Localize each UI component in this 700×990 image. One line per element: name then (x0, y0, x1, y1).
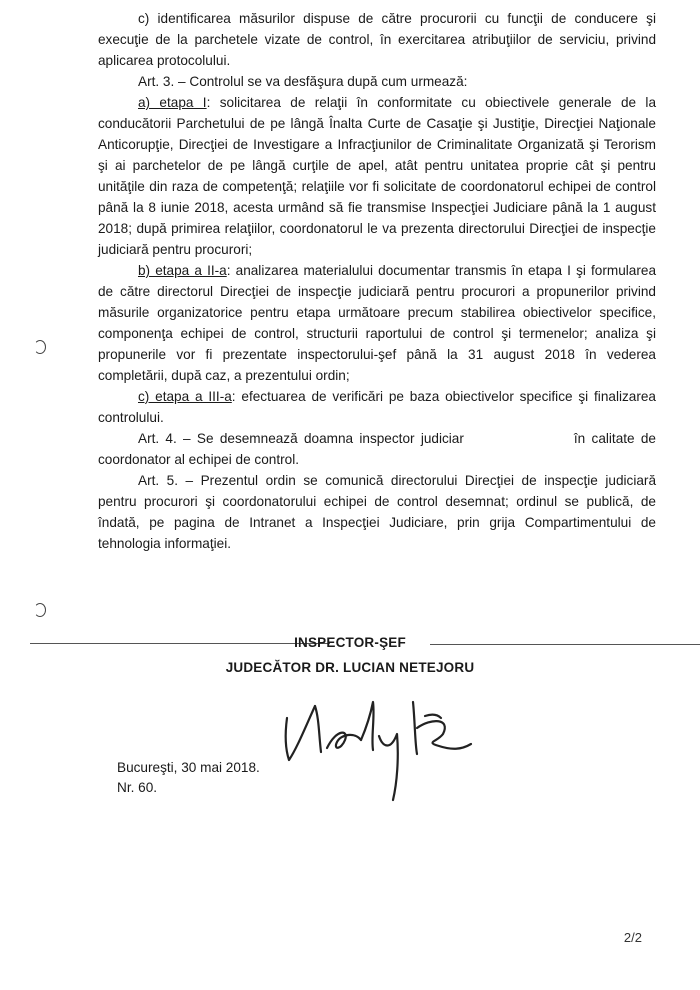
stage-3-label: c) etapa a III-a (138, 389, 232, 404)
paragraph-art-3: Art. 3. – Controlul se va desfăşura după cum urmează: (138, 74, 468, 89)
paragraph-stage-1 (98, 92, 656, 260)
paragraph-art-5: Art. 5. – Prezentul ordin se comunică directorului Direcţiei de inspecţie judiciară pentru procurori şi coordonatorului echipei de control desemnat; ordinul se publică, de îndată, pe pagina de Intranet a Inspecţiei Judiciare, prin grija Compartimentului de tehnologia informaţiei. (98, 473, 656, 551)
place-and-date: Bucureşti, 30 mai 2018. (117, 760, 260, 775)
paragraph-stage-3 (98, 386, 656, 428)
paragraph-stage-2 (98, 260, 656, 386)
stage-2-text: : analizarea materialului documentar transmis în etapa I şi formularea de către directorul Direcţiei de inspecţie judiciară pentru procurori a propunerilor privind măsurile organizatorice pentru etapa următoare precum stabilirea obiectivelor specifice, componenţa echipei de control, structurii raportului de control şi termenelor; analiza şi propunerile vor fi prezentate inspectorului-şef până la 31 august 2018 în vederea completării, după caz, a prezentului ordin; (98, 263, 657, 383)
punch-hole-mark (34, 603, 46, 617)
signatory-role: INSPECTOR-ŞEF (294, 635, 406, 650)
stage-3-text: : efectuarea de verificări pe baza obiectivelor specifice şi finalizarea controlului. (98, 389, 656, 425)
paragraph-objective-c: c) identificarea măsurilor dispuse de către procurorii cu funcţii de conducere şi execuţie de la parchetele vizate de control, în exercitarea atribuţiilor de serviciu, privind aplicarea protocolului. (98, 11, 656, 68)
art-4-text-b: în calitate de coordonator al echipei de control. (98, 431, 656, 467)
page-number: 2/2 (623, 930, 642, 945)
art-4-text-a: Art. 4. – Se desemnează doamna inspector judiciar (138, 431, 464, 446)
document-body (98, 8, 656, 554)
stage-1-text: : solicitarea de relaţii în conformitate cu obiectivele generale de la conducătorii Parchetului de pe lângă Înalta Curte de Casaţie şi Justiţie, Direcţiei Naţionale Anticorupţie, Direcţiei de Investigare a Infracţiunilor de Criminalitate Organizată şi Terorism şi ai parchetelor de pe lângă curţile de apel, atât pentru unitatea proprie cât şi pentru unităţile din raza de competenţă; relaţiile vor fi solicitate de coordonatorul echipei de control până la 8 iunie 2018, acesta urmând să fie transmise Inspecţiei Judiciare până la 1 august 2018; după primirea relaţiilor, coordonatorul le va prezenta directorului Direcţiei de inspecţie judiciară pentru procurori; (98, 95, 657, 257)
stage-1-label: a) etapa I (138, 95, 207, 110)
stage-2-label: b) etapa a II-a (138, 263, 227, 278)
punch-hole-mark (34, 340, 46, 354)
signatory-name: JUDECĂTOR DR. LUCIAN NETEJORU (225, 660, 475, 675)
handwritten-signature (275, 688, 505, 808)
paragraph-art-4 (98, 428, 656, 470)
order-number: Nr. 60. (117, 780, 158, 795)
